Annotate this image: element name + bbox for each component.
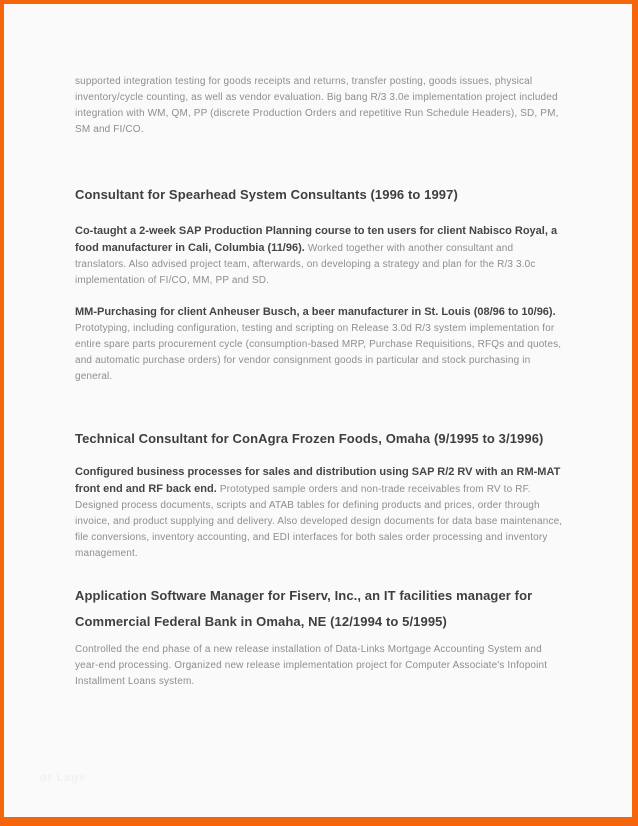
paragraph-fiserv-release-installation (75, 642, 566, 690)
text-run-light: supported integration testing for goods receipts and returns, transfer posting, goods issues, physical inventory/cycle counting, as well as vendor evaluation. Big bang R/3 3.0e implementation project included integration with WM, QM, PP (discrete Production Orders and repetitive Run Schedule Headers), SD, PM, SM and FI/CO. (75, 76, 559, 135)
paragraph-conagra-sales-distribution (75, 464, 566, 562)
section-heading-conagra-consultant: Technical Consultant for ConAgra Frozen Foods, Omaha (9/1995 to 3/1996) (75, 431, 544, 446)
text-run-light: Controlled the end phase of a new release installation of Data-Links Mortgage Accounting System and year-end processing. Organized new release implementation project for Computer Associate's Infopoint Installment Loans system. (75, 644, 548, 687)
text-run-light: Prototyped sample orders and non-trade receivables from RV to RF. Designed process documents, scripts and ATAB tables for defining products and prices, order through invoice, and product supplying and delivery. Also developed design documents for data base maintenance, file conversions, inventory accounting, and EDI interfaces for both sales order processing and inventory management. (75, 484, 563, 559)
text-run-bold: Configured business processes for sales and distribution using SAP R/2 RV with an RM-MAT front end and RF back end. (75, 466, 561, 495)
text-run-light: Worked together with another consultant and translators. Also advised project team, afterwards, on developing a strategy and plan for the R/3 3.0c implementation of FI/CO, MM, PP and SD. (75, 243, 536, 286)
section-heading-spearhead-consultant: Consultant for Spearhead System Consultants (1996 to 1997) (75, 187, 458, 202)
paragraph-nabisco-royal (75, 223, 566, 289)
text-run-bold: MM-Purchasing for client Anheuser Busch, a beer manufacturer in St. Louis (08/96 to 10/96). (75, 306, 556, 318)
paragraph-anheuser-busch (75, 304, 566, 385)
resume-body-text (4, 4, 632, 690)
text-run-light: Prototyping, including configuration, testing and scripting on Release 3.0d R/3 system implementation for entire spare parts procurement cycle (consumption-based MRP, Purchase Requisitions, RFQs and quotes, and automatic purchase orders) for vendor consignment goods in particular and stock purchasing in general. (75, 323, 562, 382)
faint-watermark: of Lage (40, 772, 87, 784)
section-heading-fiserv-manager: Application Software Manager for Fiserv, Inc., an IT facilities manager for Commercial Federal Bank in Omaha, NE (12/1994 to 5/1995) (75, 588, 533, 629)
paragraph-integration-testing (75, 74, 566, 138)
text-run-bold: Co-taught a 2-week SAP Production Planning course to ten users for client Nabisco Royal, a food manufacturer in Cali, Columbia (11/96). (75, 225, 558, 254)
